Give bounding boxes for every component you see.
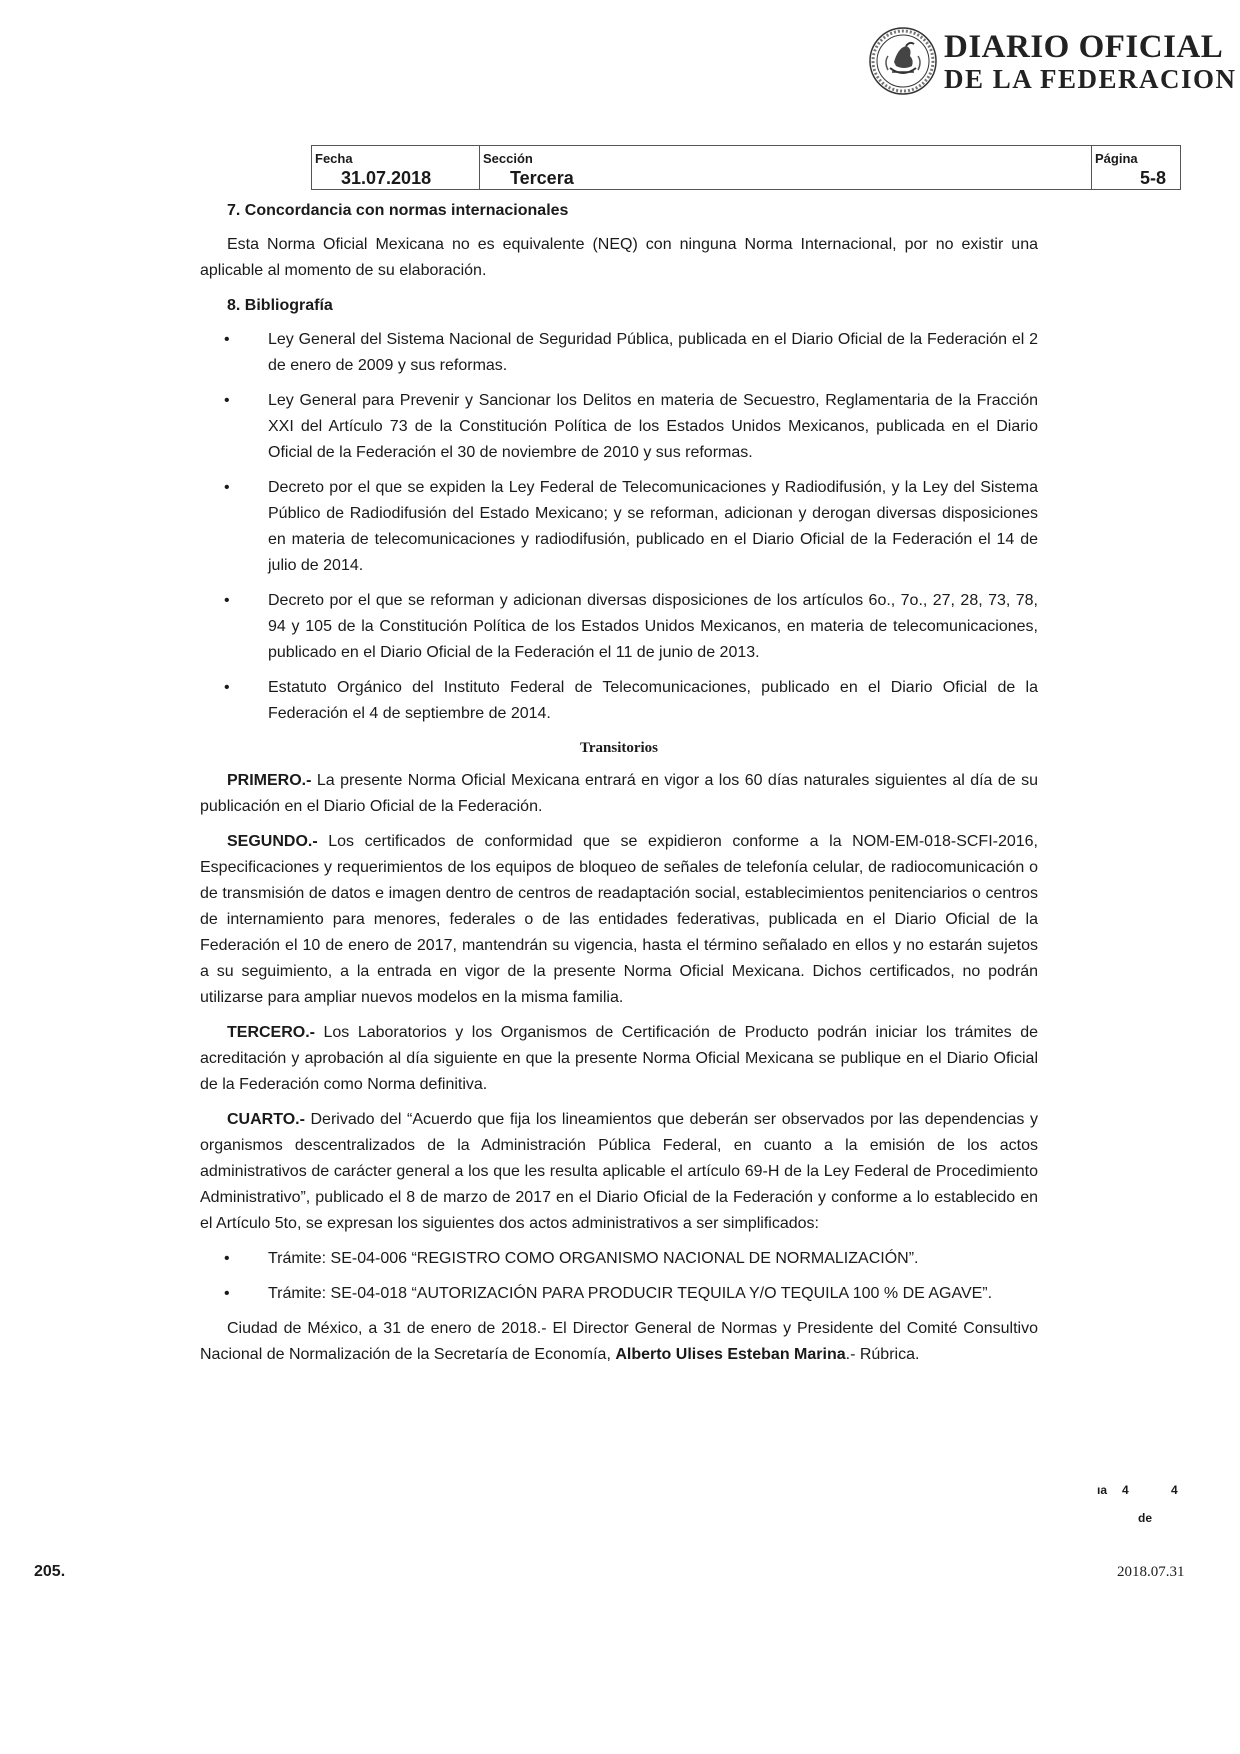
tramites-list: [200, 1246, 1038, 1307]
bibliography-item: [200, 475, 1038, 579]
segundo-text: Los certificados de conformidad que se expidieron conforme a la NOM-EM-018-SCFI-2016, Especificaciones y requerimientos de los equipos de bloqueo de señales de telefonía celular, de radiocomunicación o de transmisión de datos e imagen dentro de centros de readaptación social, establecimientos penitenciarios o centros de internamiento para menores, federales o de las entidades federativas, publicada en el Diario Oficial de la Federación el 10 de enero de 2017, mantendrán su vigencia, hasta el término señalado en ellos y no estarán sujetos a su seguimiento, a la entrada en vigor de la presente Norma Oficial Mexicana. Dichos certificados, no podrán utilizarse para ampliar nuevos modelos en la misma familia.: [200, 833, 1038, 1006]
tercero-lead: TERCERO.-: [227, 1024, 315, 1041]
pagina-value: 5-8: [1140, 168, 1167, 188]
section-7-paragraph: Esta Norma Oficial Mexicana no es equivalente (NEQ) con ninguna Norma Internacional, por no existir una aplicable al momento de su elaboración.: [200, 236, 1038, 279]
pagina-label: Página: [1095, 151, 1138, 166]
bullet-icon: •: [224, 1285, 230, 1302]
transitorio-primero: [200, 768, 1038, 820]
bibliography-item: [200, 327, 1038, 379]
transitorio-tercero: [200, 1020, 1038, 1098]
bibliography-item: [200, 588, 1038, 666]
cuarto-lead: CUARTO.-: [227, 1111, 305, 1128]
page-de-label: de: [1138, 1511, 1153, 1525]
bullet-icon: •: [224, 1250, 230, 1267]
transitorio-cuarto: [200, 1107, 1038, 1237]
closing-text: Ciudad de México, a 31 de enero de 2018.- El Director General de Normas y Presidente del Comité Consultivo Nacional de Normalización de la Secretaría de Economía,: [200, 1320, 1038, 1363]
fecha-value: 31.07.2018: [341, 168, 432, 188]
bibliography-list: [200, 327, 1038, 727]
bullet-icon: •: [224, 479, 230, 496]
bibliography-item-text: Decreto por el que se reforman y adicionan diversas disposiciones de los artículos 6o., 7o., 27, 28, 73, 78, 94 y 105 de la Constitución Política de los Estados Unidos Mexicanos, en materia de telecomunicaciones, publicado en el Diario Oficial de la Federación el 11 de junio de 2013.: [268, 592, 1038, 661]
bullet-icon: •: [224, 592, 230, 609]
fecha-label: Fecha: [315, 151, 353, 166]
transitorios-heading: Transitorios: [579, 740, 659, 756]
page-number-total: 4: [1171, 1483, 1178, 1497]
masthead-title: DIARIO OFICIAL: [944, 29, 1224, 65]
masthead: [868, 26, 1237, 96]
bibliography-item-text: Decreto por el que se expiden la Ley Federal de Telecomunicaciones y Radiodifusión, y la Ley del Sistema Público de Radiodifusión del Estado Mexicano; y se reforman, adicionan y derogan diversas disposiciones en materia de telecomunicaciones y radiodifusión, publicado en el Diario Oficial de la Federación el 14 de julio de 2014.: [268, 479, 1038, 574]
transitorio-segundo: [200, 829, 1038, 1011]
page-fragment: ıa: [1097, 1483, 1108, 1497]
bibliography-item: [200, 675, 1038, 727]
fecha-cell: [312, 146, 480, 189]
bullet-icon: •: [224, 392, 230, 409]
bibliography-item-text: Ley General para Prevenir y Sancionar los Delitos en materia de Secuestro, Reglamentaria de la Fracción XXI del Artículo 73 de la Constitución Política de los Estados Unidos Mexicanos, publicada en el Diario Oficial de la Federación el 30 de noviembre de 2010 y sus reformas.: [268, 392, 1038, 461]
section-7-heading: 7. Concordancia con normas internacionales: [227, 202, 569, 219]
footer-date: 2018.07.31: [1117, 1564, 1185, 1580]
footer-left-number: 205.: [34, 1563, 66, 1580]
bibliography-item-text: Estatuto Orgánico del Instituto Federal de Telecomunicaciones, publicado en el Diario Oficial de la Federación el 4 de septiembre de 2014.: [268, 679, 1038, 722]
masthead-subtitle: DE LA FEDERACION: [944, 64, 1237, 94]
closing-tail: .- Rúbrica.: [845, 1346, 920, 1363]
segundo-lead: SEGUNDO.-: [227, 833, 318, 850]
bibliography-item-text: Ley General del Sistema Nacional de Seguridad Pública, publicada en el Diario Oficial de la Federación el 2 de enero de 2009 y sus reformas.: [268, 331, 1038, 374]
primero-text: La presente Norma Oficial Mexicana entrará en vigor a los 60 días naturales siguientes al día de su publicación en el Diario Oficial de la Federación.: [200, 772, 1038, 815]
publication-info-table: [311, 145, 1181, 190]
section-8-heading: 8. Bibliografía: [227, 297, 333, 314]
tercero-text: Los Laboratorios y los Organismos de Certificación de Producto podrán iniciar los trámites de acreditación y aprobación al día siguiente en que la presente Norma Oficial Mexicana se publique en el Diario Oficial de la Federación como Norma definitiva.: [200, 1024, 1038, 1093]
seccion-label: Sección: [483, 151, 533, 166]
signer-name: Alberto Ulises Esteban Marina: [615, 1346, 846, 1363]
primero-lead: PRIMERO.-: [227, 772, 312, 789]
mexican-coat-of-arms-seal-icon: [868, 26, 938, 96]
closing-paragraph: [200, 1316, 1038, 1368]
cuarto-text: Derivado del “Acuerdo que fija los lineamientos que deberán ser observados por las dependencias y organismos descentralizados de la Administración Pública Federal, en cuanto a la emisión de los actos administrativos de carácter general a los que les resulta aplicable el artículo 69-H de la Ley Federal de Procedimiento Administrativo”, publicado el 8 de marzo de 2017 en el Diario Oficial de la Federación y conforme a lo establecido en el Artículo 5to, se expresan los siguientes dos actos administrativos a ser simplificados:: [200, 1111, 1038, 1232]
bullet-icon: •: [224, 331, 230, 348]
bullet-icon: •: [224, 679, 230, 696]
tramite-item: [200, 1246, 1038, 1272]
bibliography-item: [200, 388, 1038, 466]
tramite-item: [200, 1281, 1038, 1307]
page-number-current: 4: [1122, 1483, 1129, 1497]
tramite-item-text: Trámite: SE-04-006 “REGISTRO COMO ORGANISMO NACIONAL DE NORMALIZACIÓN”.: [268, 1250, 919, 1267]
seccion-value: Tercera: [510, 168, 574, 188]
pagina-cell: [1092, 146, 1180, 189]
document-body: [200, 198, 1038, 1377]
tramite-item-text: Trámite: SE-04-018 “AUTORIZACIÓN PARA PRODUCIR TEQUILA Y/O TEQUILA 100 % DE AGAVE”.: [268, 1285, 993, 1302]
seccion-cell: [480, 146, 1092, 189]
